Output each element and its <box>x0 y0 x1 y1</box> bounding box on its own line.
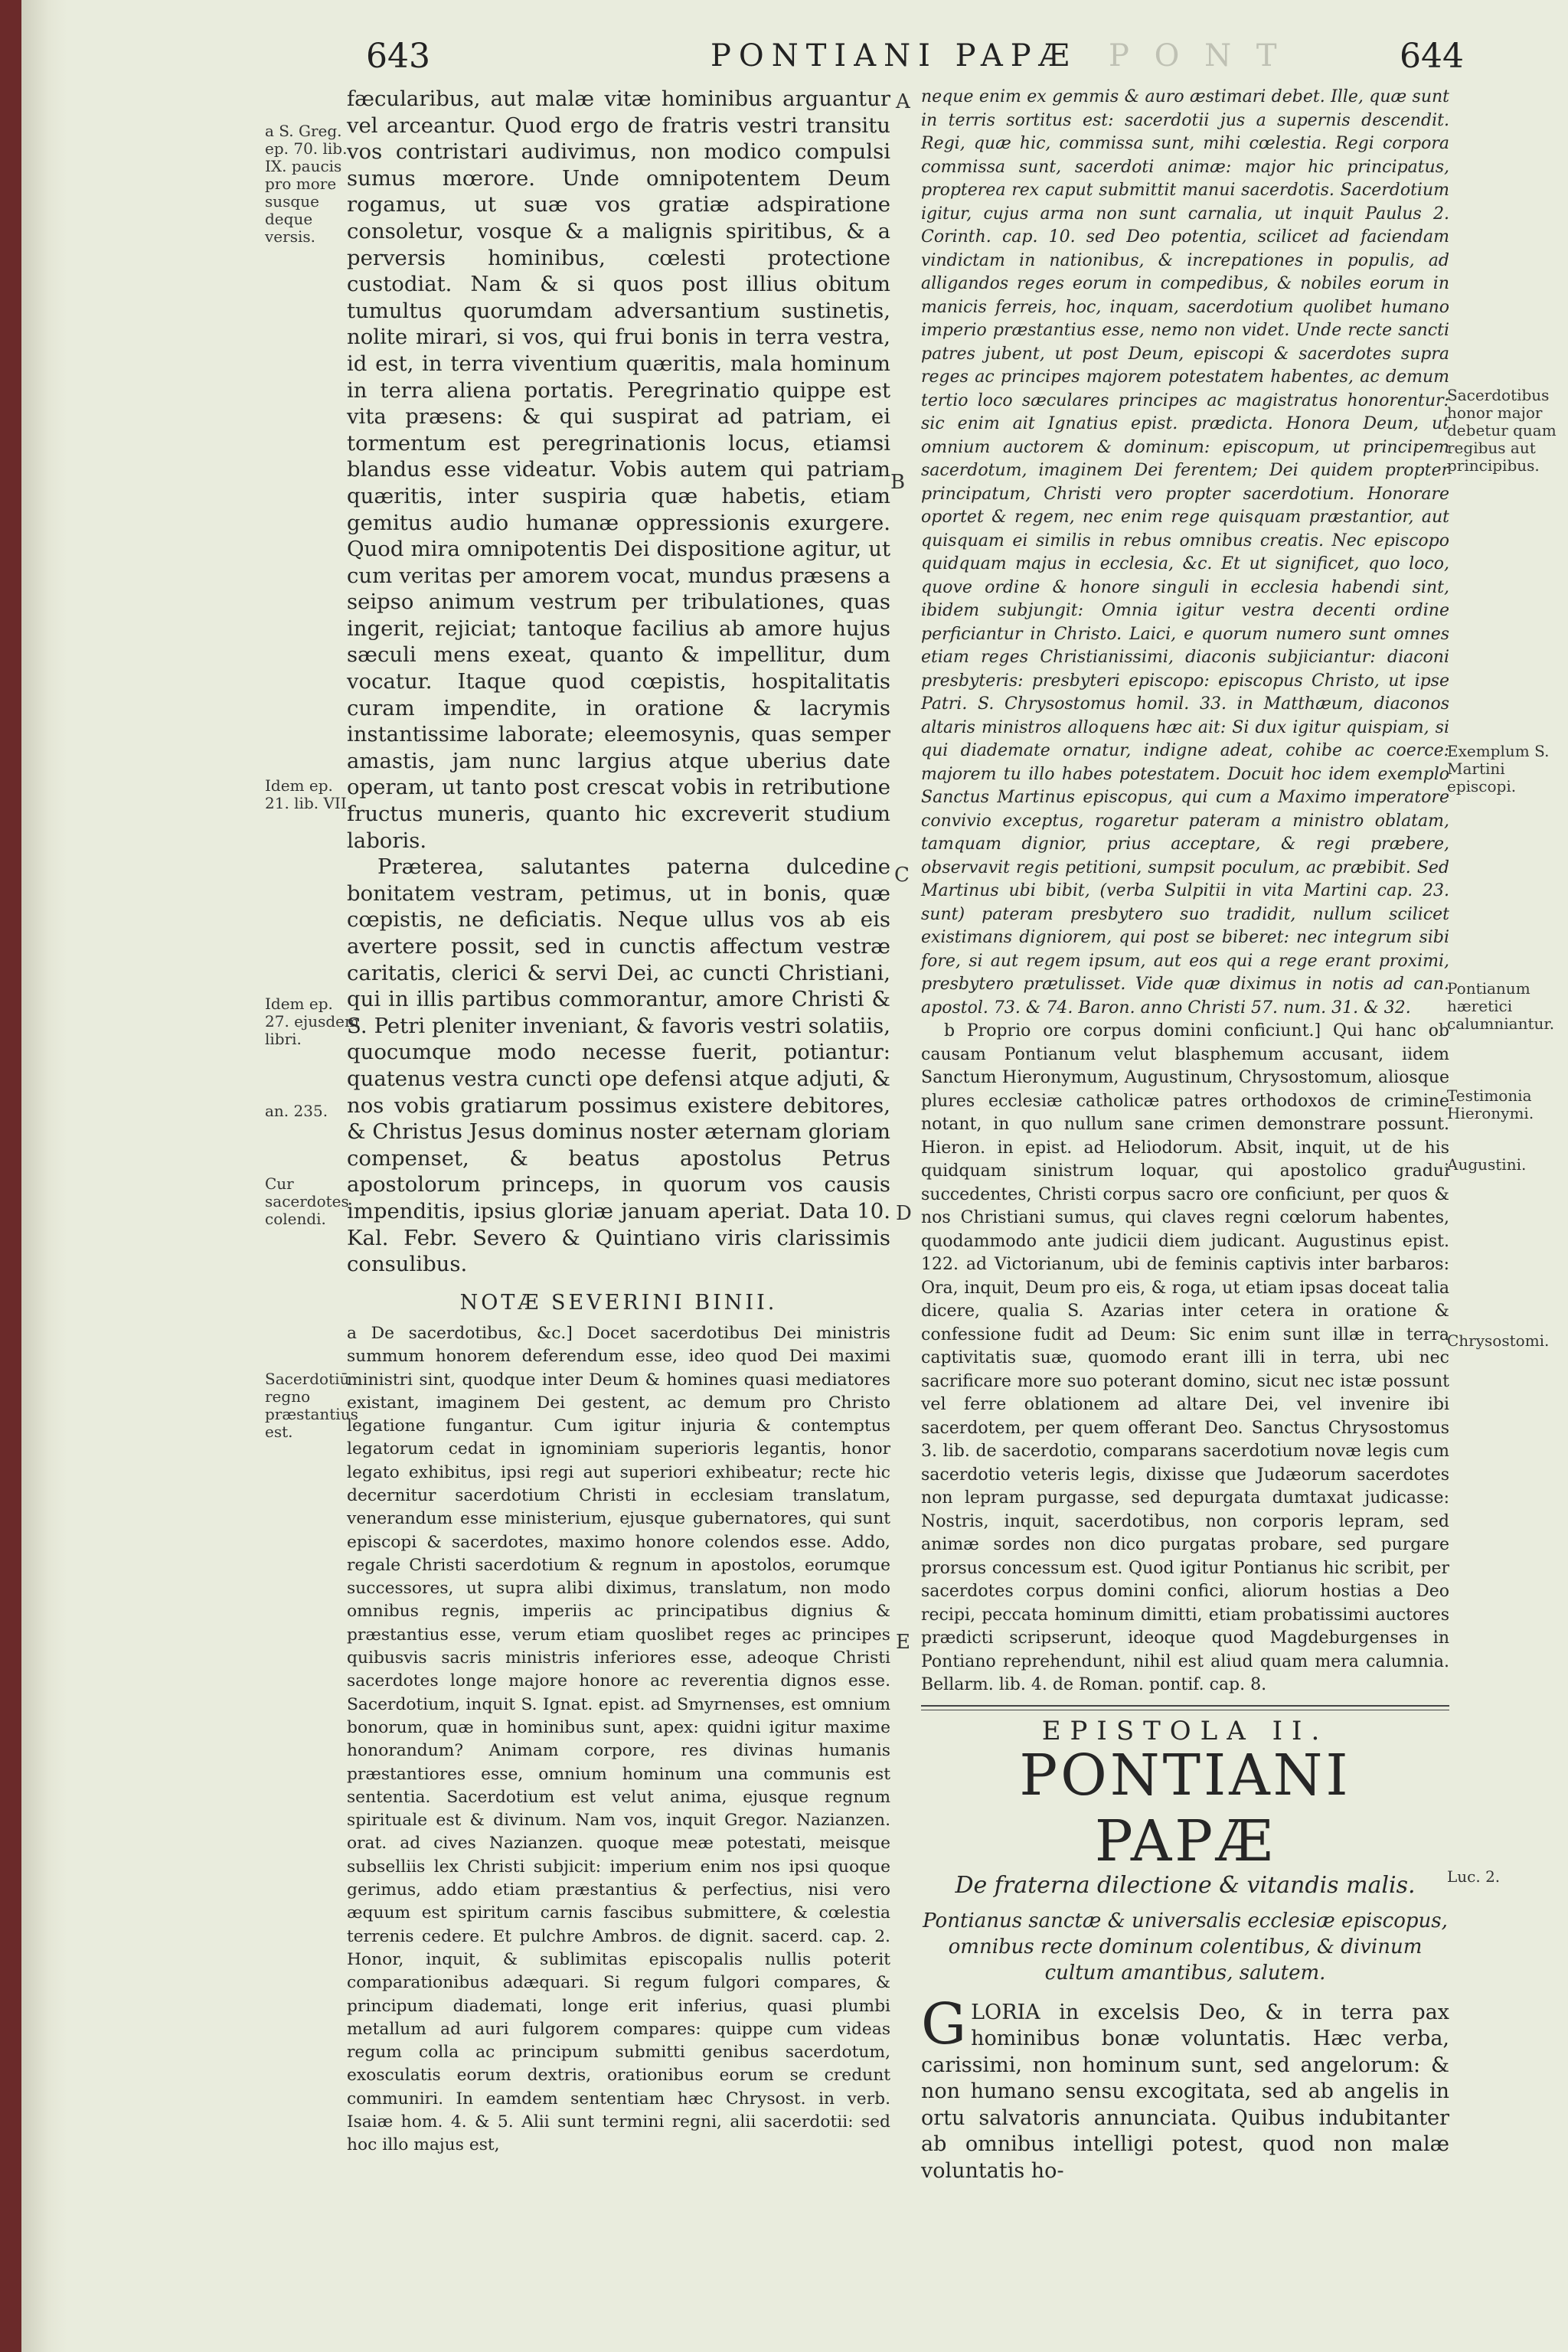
note-a: a De sacerdotibus, &c.] Docet sacerdotibus Dei ministris summum honorem deferendum esse, ideo quod Dei maximi ministri sint, quodque inter Deum & homines quasi mediatores existant, imaginem Dei gestent, ac demum pro Christo legatione fungantur. Cum igitur injuria & contemptus legatorum cedat in ignominiam superioris legantis, honor legato exhibitus, ipsi regi aut superiori exhibeatur; recte hic decernitur sacerdotium Christi in ecclesiam translatum, venerandum esse ministerium, ejusque gubernatores, qui sunt episcopi & sacerdotes, maximo honore colendos esse. Addo, regale Christi sacerdotium & regnum in apostolos, eorumque successores, ut supra alibi diximus, translatum, non modo omnibus regnis, imperiis ac principatibus dignius & præstantius esse, verum etiam quoslibet reges ac principes quibusvis sacris ministris inferiores esse, adeoque Christi sacerdotes longe majore honore ac reverentia dignos esse. Sacerdotium, inquit S. Ignat. epist. ad Smyrnenses, est omnium bonorum, quæ in hominibus sunt, apex: quidni igitur maxime honorandum? Animam corpore, res divinas humanis præstantiores esse, omnium hominum una communis est sententia. Sacerdotium est velut anima, ejusque regnum spirituale est & divinum. Nam vos, inquit Gregor. Nazianzen. orat. ad cives Nazianzen. quoque meæ potestati, meisque subselliis lex Christi subjicit: imperium enim nos ipsi quoque gerimus, addo etiam præstantius & perfectius, nisi vero æquum est spiritum carnis fascibus submittere, & cœlestia terrenis cedere. Et pulchre Ambros. de dignit. sacerd. cap. 2. Honor, inquit, & sublimitas episcopalis nullis poterit comparationibus adæquari. Si regum fulgori compares, & principum diademati, longe erit inferius, quasi plumbi metallum ad auri fulgorem compares: quippe cum videas regum colla ac principum submitti genibus sacerdotum, exosculatis eorum dextris, orationibus eorum se credunt communiri. In eamdem sententiam hæc Chrysost. in verb. Isaiæ hom. 4. & 5. Alii sunt termini regni, alii sacerdotii: sed hoc illo majus est, <box>347 1323 890 2155</box>
show-through-text: P O N T <box>1109 38 1285 74</box>
epistle-subtitle: De fraterna dilectione & vitandis malis. <box>955 1871 1416 1899</box>
epistle-text-part1: fæcularibus, aut malæ vitæ hominibus arguantur vel arceantur. Quod ergo de fratris vestri transitu vos contristari audivimus, non modico compulsi sumus mœrore. Unde omnipotentem Deum rogamus, ut suæ vos gratiæ adspiratione consoletur, vosque & a malignis spiritibus, & a perversis hominibus, cœlesti protectione custodiat. Nam & si quos post illius obitum tumultus quorumdam adversantium sustinetis, nolite mirari, si vos, qui frui bonis in terra vestra, id est, in terra viventium quæritis, mala hominum in terra aliena portatis. Peregrinatio quippe est vita præsens: & qui suspirat ad patriam, ei tormentum est peregrinationis locus, etiamsi blandus esse videatur. Vobis autem qui patriam quæritis, inter suspiria quæ habetis, etiam gemitus audio humanæ oppressionis exurgere. Quod mira omnipotentis Dei dispositione agitur, ut cum veritas per amorem vocat, mundus præsens a seipso animum vestrum per tribulationes, quas ingerit, rejiciat; tantoque facilius ab amore hujus sæculi mens exeat, quanto & impellitur, dum vocatur. Itaque quod cœpistis, hospitalitatis curam impendite, in oratione & lacrymis instantissime laborate; eleemosynis, quas semper amastis, jam nunc largius atque uberius date operam, ut tanto post crescat vobis in retributione fructus muneris, quanto hic excreverit studium laboris. <box>347 87 890 853</box>
margin-note-left-4: an. 235. <box>265 1102 328 1120</box>
notes-heading: NOTÆ SEVERINI BINII. <box>459 1290 778 1315</box>
section-letter-a: A <box>896 90 910 113</box>
section-letter-d: D <box>896 1202 912 1225</box>
margin-note-right-1: Sacerdotibus honor major debetur quam regibus aut principibus. <box>1447 386 1557 475</box>
epistle-label: EPISTOLA II. <box>1041 1715 1329 1746</box>
epistle-title: PONTIANI PAPÆ <box>1019 1742 1351 1874</box>
margin-note-left-5: Cur sacerdotes colendi. <box>265 1174 349 1228</box>
section-letter-b: B <box>890 471 906 494</box>
margin-note-left-2: Idem ep. 21. lib. VII. <box>265 776 352 812</box>
margin-note-right-6: Chrysostomi. <box>1447 1331 1550 1350</box>
epistle-address: Pontianus sanctæ & universalis ecclesiæ episcopus, omnibus recte dominum colentibus, & divinum cultum amantibus, salutem. <box>923 1909 1448 1984</box>
margin-note-left-1: a S. Greg. ep. 70. lib. IX. paucis pro more susque deque versis. <box>265 122 348 246</box>
epistle-opening <box>921 1991 1449 2185</box>
page-number-right: 644 <box>1400 37 1464 76</box>
margin-note-right-5: Augustini. <box>1447 1155 1527 1174</box>
section-letter-c: C <box>894 864 910 887</box>
note-b: b Proprio ore corpus domini conficiunt.] Qui hanc ob causam Pontianum velut blasphemum accusant, iidem Sanctum Hieronymum, Augustinum, Chrysostomum, aliosque plures ecclesiæ catholicæ patres orthodoxos de crimine notant, in quo nullum sane crimen demonstrare possunt. Hieron. in epist. ad Heliodorum. Absit, inquit, ut de his quidquam sinistrum loquar, qui apostolico gradui succedentes, Christi corpus sacro ore conficiunt, per quos & nos Christiani sumus, qui claves regni cœlorum habentes, quodammodo ante judicii diem judicant. Augustinus epist. 122. ad Victorianum, ubi de feminis captivis inter barbaros: Ora, inquit, Deum pro eis, & roga, ut etiam ipsas doceat talia dicere, qualia S. Azarias inter cetera in oratione & confessione fudit ad Deum: Sic enim sunt illæ in terra captivitatis suæ, quomodo erant illi in terra, ubi nec sacrificare more suo poterant domino, sicut nec istæ possunt vel ferre oblationem ad altare Dei, vel invenire ibi sacerdotem, per quem offerant Deo. Sanctus Chrysostomus 3. lib. de sacerdotio, comparans sacerdotium novæ legis cum sacerdotio veteris legis, dixisse que Judæorum sacerdotes non lepram purgasse, sed depurgata dumtaxat judicasse: Nostris, inquit, sacerdotibus, non corporis lepram, sed animæ sordes non dico purgatas probare, sed purgare prorsus concessum est. Quod igitur Pontianus hic scribit, per sacerdotes corpus domini confici, aliorum hostias a Deo recipi, peccata hominum dimitti, etiam probatissimi auctores prædicti scripserunt, ideoque quod Magdeburgenses in Pontiano reprehendunt, nihil est aliud quam mera calumnia. Bellarm. lib. 4. de Roman. pontif. cap. 8. <box>921 1021 1449 1694</box>
page-edge-shading <box>21 0 67 2352</box>
margin-note-right-4: Testimonia Hieronymi. <box>1447 1086 1534 1122</box>
margin-note-right-7: Luc. 2. <box>1447 1867 1501 1886</box>
running-title: PONTIANI PAPÆ <box>710 38 1077 74</box>
note-a-continued: neque enim ex gemmis & auro æstimari debet. Ille, quæ sunt in terris sortitus est: sacerdotii jus a supernis descendit. Regi, quæ hic, commissa sunt, mihi cœlestia. Regi corpora commissa sunt, sacerdoti animæ: major hic principatus, propterea rex caput submittit manui sacerdotis. Sacerdotium igitur, cujus arma non sunt carnalia, ut inquit Paulus 2. Corinth. cap. 10. sed Deo potentia, scilicet ad faciendam vindictam in nationibus, & increpationes in populis, ad alligandos reges eorum in compedibus, & nobiles eorum in manicis ferreis, hoc, inquam, sacerdotium quolibet humano imperio præstantius esse, nemo non videt. Unde recte sancti patres jubent, ut post Deum, episcopi & sacerdotes supra reges ac principes majorem potestatem habentes, ac demum tertio loco sæculares principes ac magistratus honorentur: sic enim ait Ignatius epist. prædicta. Honora Deum, ut omnium auctorem & dominum: episcopum, ut principem sacerdotum, imaginem Dei ferentem; Dei quidem propter principatum, Christi vero propter sacerdotium. Honorare oportet & regem, nec enim rege quisquam præstantior, aut quisquam ei similis in rebus omnibus creatis. Nec episcopo quidquam majus in ecclesia, &c. Et ut significet, quo loco, quove ordine & honore singuli in ecclesia habendi sint, ibidem subjungit: Omnia igitur vestra decenti ordine perficiantur in Christo. Laici, e quorum numero sunt omnes etiam reges Christianissimi, diaconis subjiciantur: diaconi presbyteris: presbyteri episcopo: episcopus Christo, ut ipse Patri. S. Chrysostomus homil. 33. in Matthæum, diaconos altaris ministros alloquens hæc ait: Si dux igitur quispiam, si qui diademate ornatur, indigne adeat, cohibe ac coerce: majorem tu illo habes potestatem. Docuit hoc idem exemplo Sanctus Martinus episcopus, qui cum a Maximo imperatore convivio exceptus, rogaretur pateram a ministro oblatam, tamquam dignior, prius acceptare, & regi præbere, observavit regis petitioni, sumpsit poculum, ac præbibit. Sed Martinus ubi bibit, (verba Sulpitii in vita Martini cap. 23. sunt) pateram presbytero suo tradidit, nullum scilicet existimans digniorem, qui post se biberet: nec integrum sibi fore, si aut regem ipsum, aut eos qui a rege erant proximi, presbytero prætulisset. Vide quæ diximus in notis ad can. apostol. 73. & 74. Baron. anno Christi 57. num. 31. & 32. <box>921 87 1449 1018</box>
margin-note-left-3: Idem ep. 27. ejusdem libri. <box>265 995 359 1048</box>
margin-note-right-3: Pontianum hæretici calumniantur. <box>1447 979 1555 1033</box>
book-page <box>21 0 1568 2352</box>
right-column <box>921 86 1449 2184</box>
drop-cap: G <box>921 1991 967 2057</box>
section-letter-e: E <box>896 1631 910 1654</box>
page-number-left: 643 <box>366 37 430 76</box>
margin-note-left-6: Sacerdotiū regno præstantius est. <box>265 1370 358 1441</box>
left-column <box>347 86 890 2158</box>
epistle-text-part2: Præterea, salutantes paterna dulcedine bonitatem vestram, petimus, ut in bonis, quæ cœpistis, ne deficiatis. Neque ullus vos ab eis avertere possit, sed in cunctis affectum vestræ caritatis, clerici & servi Dei, ac cuncti Christiani, qui in illis partibus commorantur, amore Christi & S. Petri pleniter inveniant, & favoris vestri solatiis, quocumque modo necesse fuerit, potiantur: quatenus vestra cuncti ope defensi atque adjuti, & nos vobis gratiarum possimus existere debitores, & Christus Jesus dominus noster æternam gloriam compenset, & beatus apostolus Petrus apostolorum princeps, in quorum vos causis impenditis, ipsius gloriæ januam aperiat. Data 10. Kal. Febr. Severo & Quintiano viris clarissimis consulibus. <box>347 854 890 1277</box>
page-header <box>21 32 1568 78</box>
divider-thick <box>921 1705 1449 1707</box>
margin-note-right-2: Exemplum S. Martini episcopi. <box>1447 742 1550 795</box>
epistle-opening-text: LORIA in excelsis Deo, & in terra pax hominibus bonæ voluntatis. Hæc verba, carissimi, non hominum sunt, sed angelorum: & non humano sensu excogitata, sed ab angelis in ortu salvatoris annunciata. Quibus indubitanter ab omnibus intelligi potest, quod non malæ voluntatis ho- <box>921 2000 1449 2183</box>
